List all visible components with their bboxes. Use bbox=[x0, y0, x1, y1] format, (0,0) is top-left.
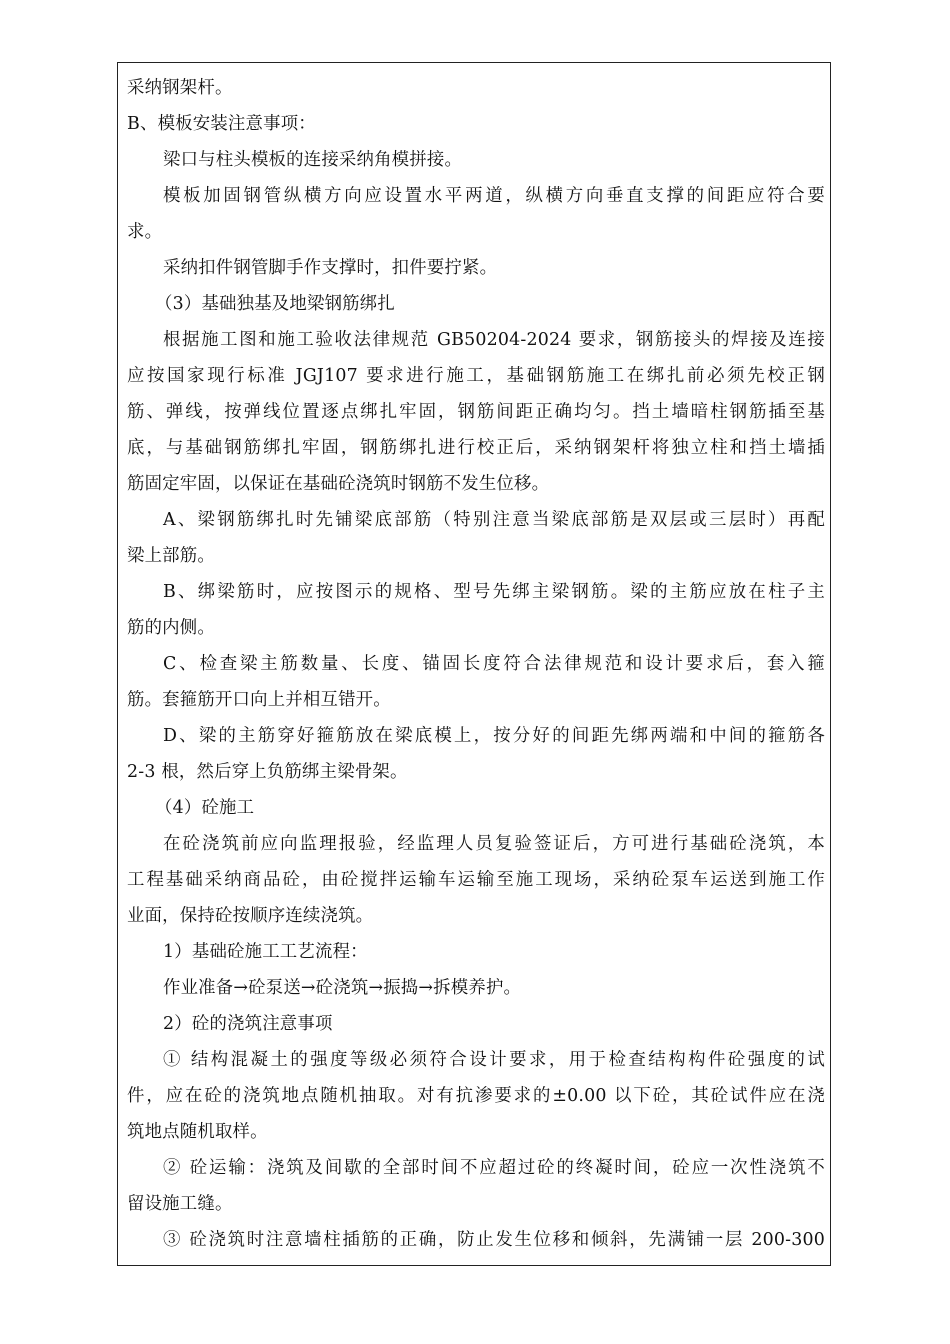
text-line: ③ 砼浇筑时注意墙柱插筋的正确，防止发生位移和倾斜，先满铺一层 200-300 bbox=[163, 1230, 825, 1250]
text-line: ① 结构混凝土的强度等级必须符合设计要求，用于检查结构构件砼强度的试 bbox=[163, 1050, 825, 1070]
text-line: 筋、弹线，按弹线位置逐点绑扎牢固，钢筋间距正确均匀。挡土墙暗柱钢筋插至基 bbox=[127, 402, 825, 422]
section-heading-b: B、模板安装注意事项： bbox=[127, 114, 316, 134]
text-line: 模板加固钢管纵横方向应设置水平两道，纵横方向垂直支撑的间距应符合要 bbox=[163, 186, 825, 206]
subheading-notes: 2）砼的浇筑注意事项 bbox=[163, 1014, 333, 1034]
subheading-process: 1）基础砼施工工艺流程： bbox=[163, 942, 368, 962]
text-line: 工程基础采纳商品砼，由砼搅拌运输车运输至施工现场，采纳砼泵车运送到施工作 bbox=[127, 870, 825, 890]
text-line: ② 砼运输：浇筑及间歇的全部时间不应超过砼的终凝时间，砼应一次性浇筑不 bbox=[163, 1158, 825, 1178]
text-line: 根据施工图和施工验收法律规范 GB50204-2024 要求，钢筋接头的焊接及连接 bbox=[163, 330, 825, 350]
text-line: 在砼浇筑前应向监理报验，经监理人员复验签证后，方可进行基础砼浇筑，本 bbox=[163, 834, 825, 854]
text-line: 采纳扣件钢管脚手作支撑时，扣件要拧紧。 bbox=[163, 258, 498, 278]
text-line: 采纳钢架杆。 bbox=[127, 78, 233, 98]
section-heading-3: （3）基础独基及地梁钢筋绑扎 bbox=[155, 294, 395, 314]
text-line: 筋。套箍筋开口向上并相互错开。 bbox=[127, 690, 391, 710]
section-heading-4: （4）砼施工 bbox=[155, 798, 255, 818]
text-line: B、绑梁筋时，应按图示的规格、型号先绑主梁钢筋。梁的主筋应放在柱子主 bbox=[163, 582, 825, 602]
text-line: 筋固定牢固，以保证在基础砼浇筑时钢筋不发生位移。 bbox=[127, 474, 550, 494]
text-line: 筋的内侧。 bbox=[127, 618, 215, 638]
text-line: 业面，保持砼按顺序连续浇筑。 bbox=[127, 906, 374, 926]
text-line: 件，应在砼的浇筑地点随机抽取。对有抗渗要求的±0.00 以下砼，其砼试件应在浇 bbox=[127, 1086, 825, 1106]
text-line: 求。 bbox=[127, 222, 163, 242]
text-line: 筑地点随机取样。 bbox=[127, 1122, 268, 1142]
text-line: 2-3 根，然后穿上负筋绑主梁骨架。 bbox=[127, 762, 408, 782]
text-line: 底，与基础钢筋绑扎牢固，钢筋绑扎进行校正后，采纳钢架杆将独立柱和挡土墙插 bbox=[127, 438, 825, 458]
text-line: 留设施工缝。 bbox=[127, 1194, 233, 1214]
process-flow: 作业准备→砼泵送→砼浇筑→振捣→拆模养护。 bbox=[163, 978, 522, 998]
text-line: 梁上部筋。 bbox=[127, 546, 215, 566]
text-line: 应按国家现行标准 JGJ107 要求进行施工，基础钢筋施工在绑扎前必须先校正钢 bbox=[127, 366, 825, 386]
text-line: A、梁钢筋绑扎时先铺梁底部筋（特别注意当梁底部筋是双层或三层时）再配 bbox=[163, 510, 825, 530]
text-line: 梁口与柱头模板的连接采纳角模拼接。 bbox=[163, 150, 463, 170]
document-body bbox=[127, 74, 825, 1255]
text-line: C、检查梁主筋数量、长度、锚固长度符合法律规范和设计要求后，套入箍 bbox=[163, 654, 825, 674]
text-line: D、梁的主筋穿好箍筋放在梁底模上，按分好的间距先绑两端和中间的箍筋各 bbox=[163, 726, 825, 746]
